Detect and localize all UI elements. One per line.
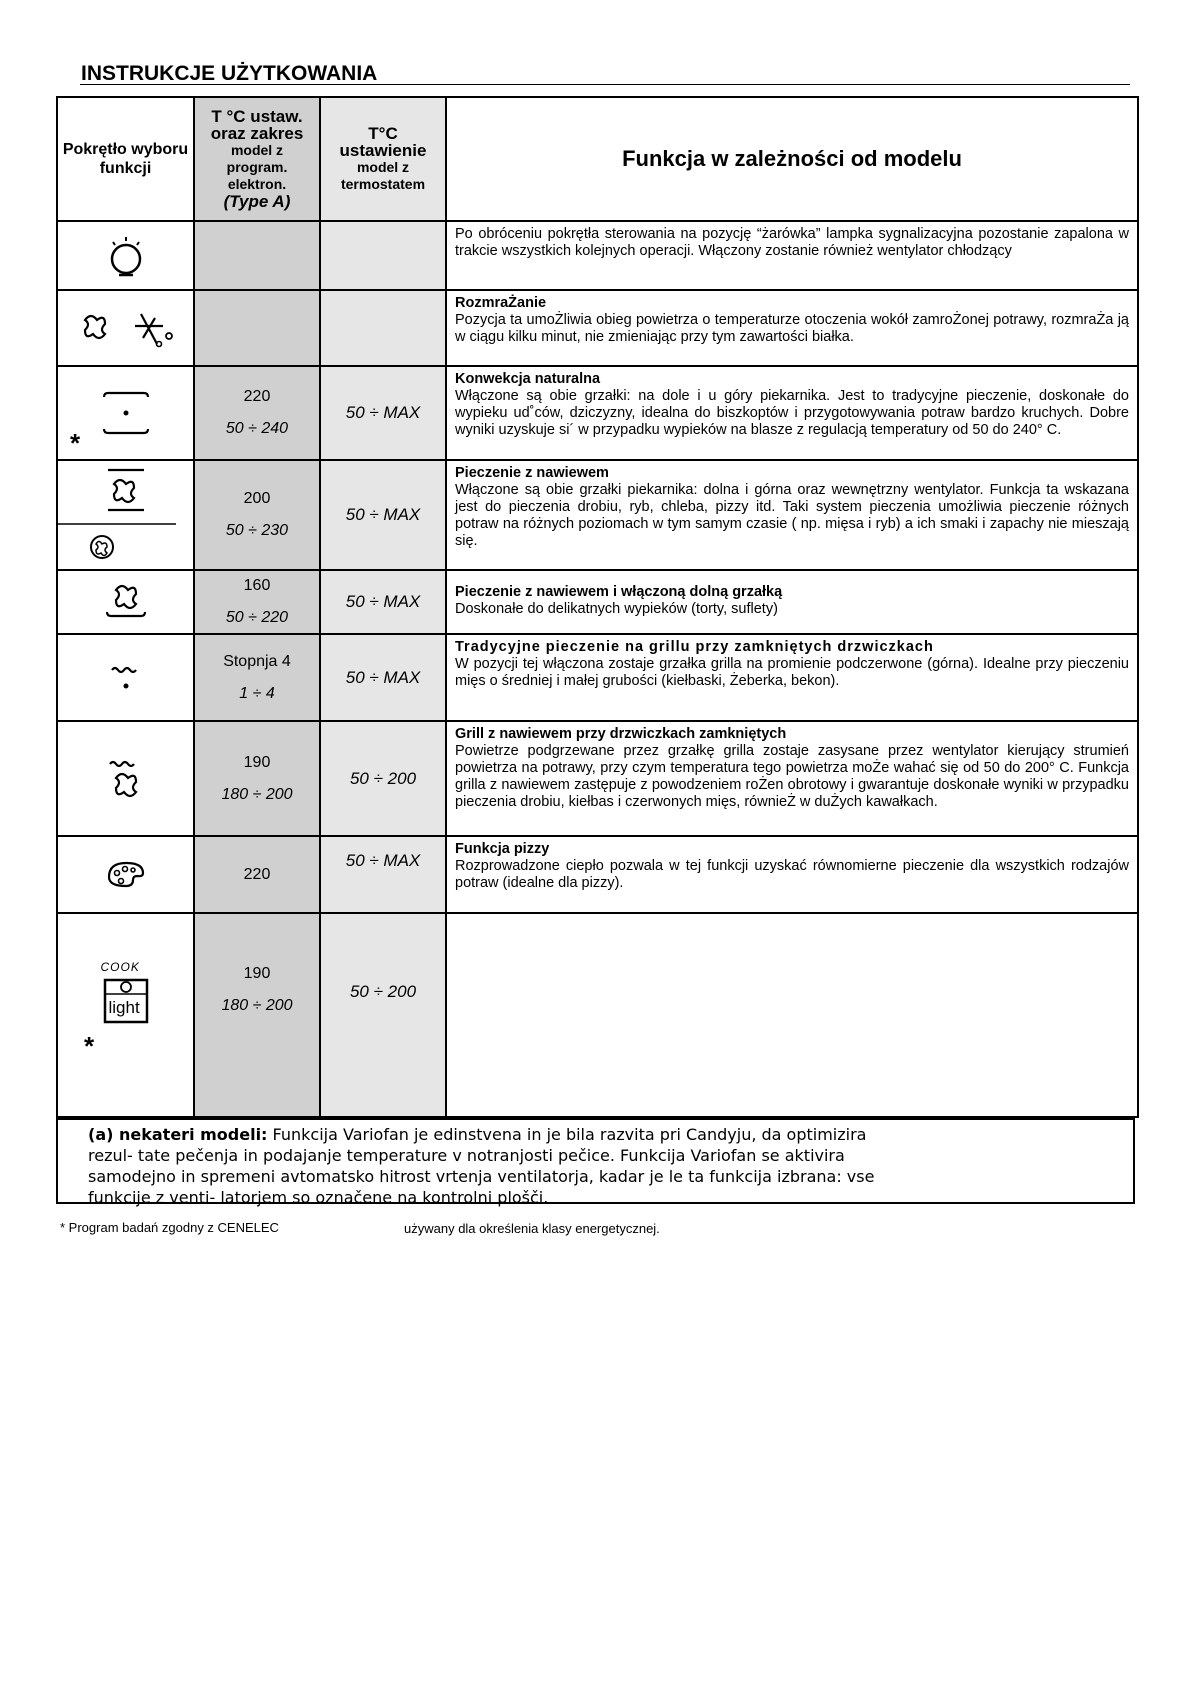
thermo-range: 50 ÷ 200 [349,982,417,1001]
description-text: W pozycji tej włączona zostaje grzałka grilla na promienie podczerwone (górna). Idealne przy pieczeniu mięs o średniej i małej grubości (kiełbaski, Żeberka, bekon). [455,656,1129,689]
temp-prog-cell [194,721,320,836]
thermo-range: 50 ÷ MAX [345,505,421,524]
table-row [57,836,1138,913]
temp-prog-cell [194,290,320,366]
title-underline [80,84,1130,85]
default-temp: Stopnja 4 [223,652,291,670]
defrost-icon [71,306,181,350]
table-row [57,634,1138,721]
temp-thermo-cell [320,836,446,913]
thermo-range: 50 ÷ MAX [345,667,421,687]
light-label: light [108,998,140,1017]
icon-cell [57,290,194,366]
description-text: Pozycja ta umoŻliwia obieg powietrza o temperaturze otoczenia wokół zamroŻonej potrawy, rozmraŻa ją w ciągu kilku minut, nie zmieniając przy tym zawartości białka. [455,312,1129,345]
cenelec-star-mark: * [70,428,81,458]
header-knob: Pokrętło wyboru funkcji [57,97,194,221]
temp-range: 180 ÷ 200 [221,997,293,1014]
temp-prog-cell [194,366,320,460]
page-title: INSTRUKCJE UŻYTKOWANIA [81,62,378,85]
table-row [57,366,1138,460]
description-cell [446,836,1138,913]
temp-prog-cell [194,836,320,913]
temp-thermo-cell [320,221,446,290]
table-row [57,290,1138,366]
function-heading: Pieczenie z nawiewem i włączoną dolną grzałką [455,584,783,600]
footnote-energy-class: używany dla określenia klasy energetycznej. [404,1221,660,1236]
icon-cell [57,913,194,1117]
thermo-range: 50 ÷ 200 [349,768,417,788]
description-cell [446,570,1138,634]
description-cell [446,634,1138,721]
thermo-range: 50 ÷ MAX [345,851,421,870]
cook-light-icon [91,958,161,1028]
description-cell [446,460,1138,570]
default-temp: 220 [243,388,271,405]
table-header-row [57,97,1138,221]
default-temp: 190 [243,965,271,982]
function-heading: Tradycyjne pieczenie na grillu przy zamkniętych drzwiczkach [455,639,934,655]
temp-thermo-cell [320,634,446,721]
function-heading: Funkcja pizzy [455,841,550,857]
temp-thermo-cell [320,290,446,366]
table-row [57,913,1138,1117]
temp-thermo-cell [320,721,446,836]
cenelec-star-mark: * [84,1031,95,1061]
grill-icon [106,658,146,698]
function-heading: Pieczenie z nawiewem [455,465,609,481]
default-temp: 160 [243,577,271,594]
description-text: Po obróceniu pokrętła sterowania na pozycję “żarówka” lampka sygnalizacyjna pozostanie zapalona w trakcie wszystkich kolejnych operacji. Włączony zostanie również wentylator chłodzący [455,226,1129,259]
table-row [57,721,1138,836]
function-heading: Grill z nawiewem przy drzwiczkach zamkniętych [455,726,787,742]
temp-range: 50 ÷ 230 [225,522,289,539]
default-temp: 190 [243,753,271,771]
icon-cell [57,221,194,290]
function-heading: RozmraŻanie [455,295,547,311]
icon-cell [57,634,194,721]
description-cell [446,221,1138,290]
temp-range: 50 ÷ 240 [225,420,289,437]
icon-cell [57,366,194,460]
fan-bottom-icon [101,578,151,626]
description-cell [446,721,1138,836]
temp-thermo-cell [320,460,446,570]
table-row [57,221,1138,290]
note-bold-label: (a) nekateri modeli: [88,1125,268,1144]
description-cell [446,290,1138,366]
description-text: Doskonałe do delikatnych wypieków (torty, suflety) [455,601,778,617]
temp-range: 50 ÷ 220 [225,609,289,626]
icon-cell [57,721,194,836]
description-cell [446,366,1138,460]
function-heading: Konwekcja naturalna [455,371,601,387]
icon-cell [57,570,194,634]
description-text: Włączone są obie grzałki piekarnika: dolna i górna oraz wewnętrzny wentylator. Funkcja ta wskazana jest do pieczenia drobiu, ryb, chleba, pizzy itd. Taki system pieczenia umożliwia pieczenie różnych potraw na różnych poziomach w tym samym czasie ( np. mięsa i ryb) a ich smaki i zapachy nie mieszają się. [455,482,1129,549]
temp-thermo-cell [320,913,446,1117]
default-temp: 200 [243,490,271,507]
icon-cell [57,460,194,570]
model-note [88,1124,908,1208]
fan-grill-icon [104,754,148,804]
temp-thermo-cell [320,366,446,460]
description-text: Włączone są obie grzałki: na dole i u góry piekarnika. Jest to tradycyjne pieczenie, doskonałe do wypieku ud˚ców, dziczyzny, idealna do biszkoptów i przygotowywania potraw bardzo kruchych. Dobre wyniki uzyskuje si´ w przypadku wypieków na blasze z regulacją temperatury od 50 do 240° C. [455,388,1129,438]
table-row [57,570,1138,634]
temp-range: 1 ÷ 4 [239,684,275,702]
pizza-icon [103,855,149,895]
temp-thermo-cell [320,570,446,634]
temp-prog-cell [194,460,320,570]
note-text: Funkcija Variofan je edinstvena in je bila razvita pri Candyju, da optimizira rezul- tate pečenja in podajanje temperature v notranjosti pečice. Funkcija Variofan se aktivira samodejno in spremeni avtomatsko hitrost vrtenja ventilatorja, kadar je le ta funkcija izbrana: vse funkcije z venti- latorjem so označene na kontrolni plošči. [88,1125,875,1207]
description-text: Powietrze podgrzewane przez grzałkę grilla zostaje zasysane przez wentylator kierujący strumień powietrza na potrawy, przy czym temperatura tego powietrza moŻe wahać się od 50 do 200° C. Funkcja grilla z nawiewem zastępuje z powodzeniem roŻen obrotowy i gwarantuje doskonałe wyniki w przypadku pieczenia drobiu, kiełbas i czerwonych mięs, równieŻ w duŻych kawałkach. [455,743,1129,810]
temp-prog-cell [194,913,320,1117]
default-temp: 220 [243,865,271,883]
thermo-range: 50 ÷ MAX [345,592,421,611]
fan-heaters-icon [58,462,193,568]
footnote-cenelec: * Program badań zgodny z CENELEC [60,1220,279,1235]
functions-table [56,96,1139,1118]
description-cell [446,913,1138,1117]
conventional-icon [96,383,156,443]
temp-range: 180 ÷ 200 [221,785,293,803]
header-prog-temp: T °C ustaw. oraz zakres model z program. elektron. (Type A) [194,97,320,221]
header-function: Funkcja w zależności od modelu [446,97,1138,221]
temp-prog-cell [194,221,320,290]
temp-prog-cell [194,634,320,721]
cook-label: COOK [100,960,140,974]
table-row [57,460,1138,570]
thermo-range: 50 ÷ MAX [345,403,421,422]
description-text: Rozprowadzone ciepło pozwala w tej funkcji uzyskać równomierne pieczenie dla wszystkich rodzajów potraw (idealne dla pizzy). [455,858,1129,891]
temp-prog-cell [194,570,320,634]
lamp-icon [101,231,151,281]
header-thermo-temp: T°C ustawienie model z termostatem [320,97,446,221]
model-note-box [56,1118,1135,1207]
icon-cell [57,836,194,913]
